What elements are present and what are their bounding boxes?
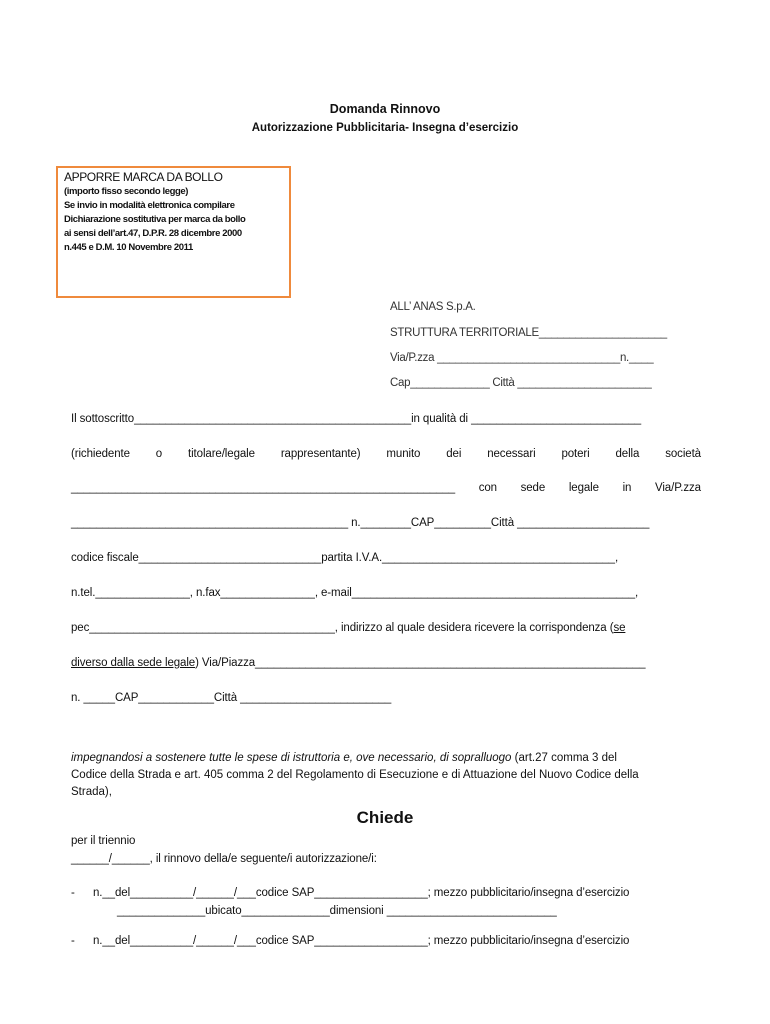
document-title: Domanda Rinnovo [329, 102, 441, 116]
addressee-street-field[interactable]: Via/P.zza ______________________________n.____ [390, 352, 654, 364]
word: dei [446, 448, 462, 460]
stamp-line: n.445 e D.M. 10 Novembre 2011 [64, 242, 193, 253]
correspondence-street-field[interactable]: ) Via/Piazza______________________________________________________________ [195, 657, 646, 669]
bullet: - [71, 935, 75, 947]
addressee-structure-field[interactable]: STRUTTURA TERRITORIALE_____________________ [390, 327, 667, 339]
word: con [478, 482, 497, 494]
word: o [155, 448, 163, 460]
stamp-line: Dichiarazione sostitutiva per marca da bollo [64, 214, 246, 225]
company-row [71, 482, 701, 494]
commitment-text: Strada), [71, 786, 112, 798]
applicant-name-row [71, 413, 701, 425]
commitment-paragraph [71, 750, 701, 801]
word: munito [386, 448, 421, 460]
word: titolare/legale [188, 448, 255, 460]
contacts-row[interactable]: n.tel._______________, n.fax_______________, e-mail_____________________________________________, [71, 587, 639, 599]
revenue-stamp-box [56, 166, 291, 298]
addressee-city-field[interactable]: Cap_____________ Città ______________________ [390, 377, 652, 389]
company-name-field[interactable]: _____________________________________________________________ [71, 482, 456, 494]
pec-field[interactable]: pec_______________________________________, indirizzo al quale desidera ricevere la corrispondenza ( [71, 622, 614, 634]
company-address-field[interactable]: ____________________________________________ n.________CAP_________Città [71, 517, 518, 529]
correspondence-city-row[interactable]: n. _____CAP____________Città ________________________ [71, 692, 392, 704]
company-address-row[interactable] [71, 517, 701, 529]
role-field[interactable]: ___________________________ [471, 413, 642, 425]
word: della [615, 448, 640, 460]
word: società [665, 448, 701, 460]
addressee-line: ALL’ ANAS S.p.A. [390, 301, 476, 313]
word: sede [520, 482, 546, 494]
applicant-name-field[interactable]: ____________________________________________ [134, 413, 412, 425]
authorization-item-field[interactable]: n.__del__________/______/___codice SAP__________________; mezzo pubblicitario/insegna d’esercizio [93, 887, 630, 899]
correspondence-note: diverso dalla sede legale [71, 657, 196, 669]
word: necessari [487, 448, 536, 460]
tax-code-row[interactable]: codice fiscale_____________________________partita I.V.A._____________________________________, [71, 552, 619, 564]
authorization-item-location-field[interactable]: ______________ubicato______________dimensioni ___________________________ [117, 905, 557, 917]
word: rappresentante) [280, 448, 361, 460]
triennium-label: per il triennio [71, 835, 136, 847]
authorization-item-field[interactable]: n.__del__________/______/___codice SAP__________________; mezzo pubblicitario/insegna d’esercizio [93, 935, 630, 947]
word: poteri [561, 448, 590, 460]
word: in [622, 482, 632, 494]
applicant-role-row [71, 448, 701, 460]
correspondence-row[interactable] [71, 657, 701, 669]
pec-row[interactable] [71, 622, 701, 634]
word: Via/P.zza [654, 482, 701, 494]
role-label: in qualità di [411, 413, 472, 425]
commitment-text: Codice della Strada e art. 405 comma 2 del Regolamento di Esecuzione e di Attuazione del Nuovo Codice della [71, 769, 639, 781]
document-subtitle: Autorizzazione Pubblicitaria- Insegna d’esercizio [251, 122, 519, 134]
stamp-line: Se invio in modalità elettronica compilare [64, 200, 235, 211]
commitment-text: (art.27 comma 3 del [511, 752, 617, 764]
chiede-heading: Chiede [356, 808, 414, 827]
stamp-line: (importo fisso secondo legge) [64, 186, 189, 197]
commitment-italic: impegnandosi a sostenere tutte le spese di istruttoria e, ove necessario, di sopralluogo [71, 752, 512, 764]
applicant-label: Il sottoscritto [71, 413, 135, 425]
bullet: - [71, 887, 75, 899]
triennium-field[interactable]: ______/______, il rinnovo della/e seguente/i autorizzazione/i: [71, 853, 377, 865]
stamp-heading: APPORRE MARCA DA BOLLO [64, 170, 223, 184]
pec-note: se [613, 622, 626, 634]
word: legale [568, 482, 599, 494]
word: (richiedente [71, 448, 130, 460]
company-city-field[interactable]: _____________________ [517, 517, 650, 529]
stamp-line: ai sensi dell’art.47, D.P.R. 28 dicembre 2000 [64, 228, 242, 239]
